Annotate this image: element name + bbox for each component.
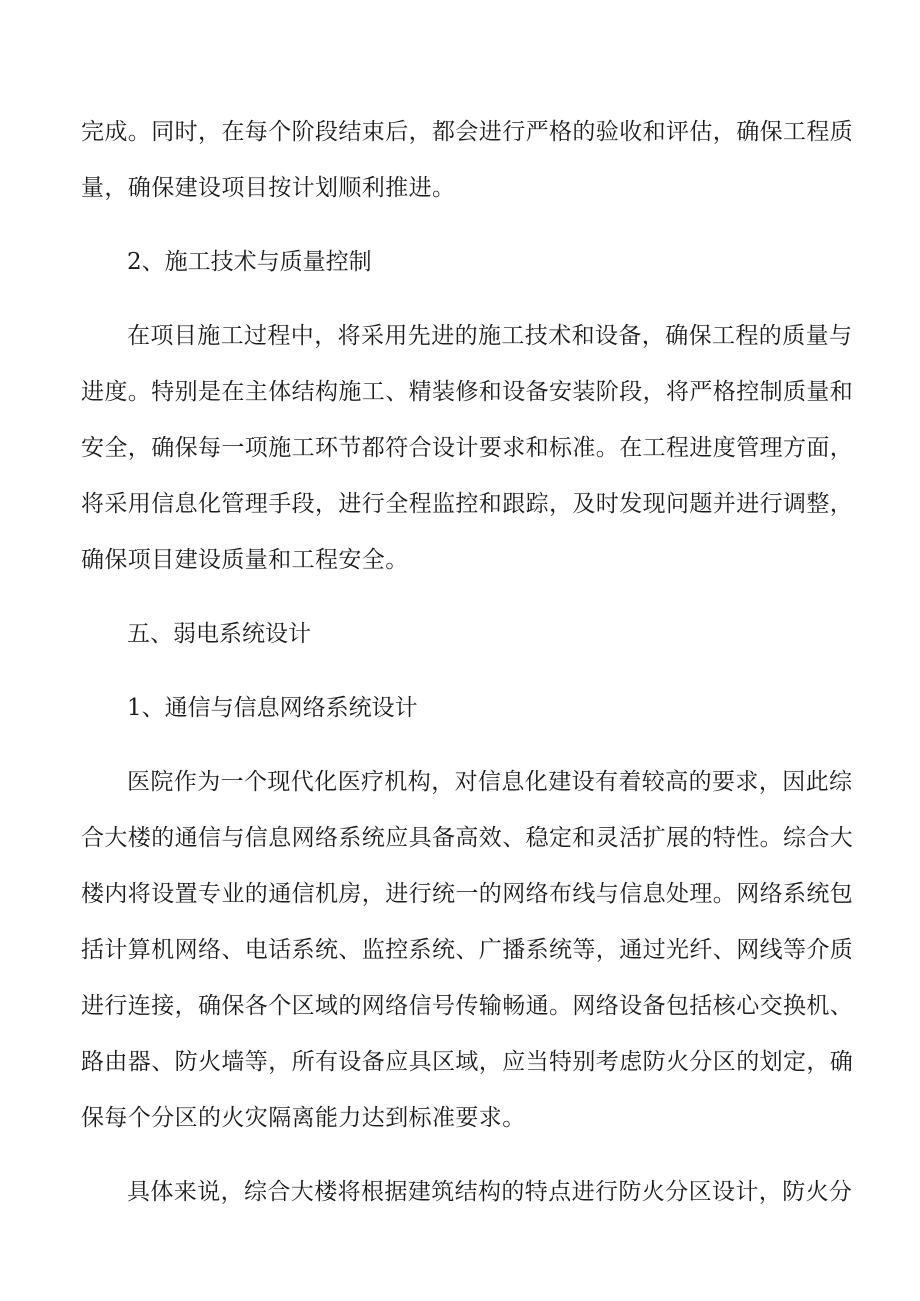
text-line: 进度。特别是在主体结构施工、精装修和设备安装阶段，将严格控制质量和 [81,379,854,405]
text-line: 在项目施工过程中，将采用先进的施工技术和设备，确保工程的质量与 [127,323,853,349]
text-line: 路由器、防火墙等，所有设备应具区域，应当特别考虑防火分区的划定，确 [81,1049,854,1075]
text-line: 量，确保建设项目按计划顺利推进。 [81,175,456,201]
text-line: 确保项目建设质量和工程安全。 [81,547,409,573]
chapter-heading-weak-current: 五、弱电系统设计 [127,621,311,647]
text-line: 具体来说，综合大楼将根据建筑结构的特点进行防火分区设计，防火分 [127,1179,853,1205]
paragraph-fire-zoning [81,1164,853,1220]
section-heading-network-system: 1、通信与信息网络系统设计 [127,695,418,721]
text-line: 安全，确保每一项施工环节都符合设计要求和标准。在工程进度管理方面， [81,435,854,461]
text-line: 将采用信息化管理手段，进行全程监控和跟踪，及时发现问题并进行调整， [81,491,854,517]
paragraph-network-design [81,754,854,1146]
text-line: 合大楼的通信与信息网络系统应具备高效、稳定和灵活扩展的特性。综合大 [81,825,854,851]
text-line: 进行连接，确保各个区域的网络信号传输畅通。网络设备包括核心交换机、 [81,993,854,1019]
text-line: 楼内将设置专业的通信机房，进行统一的网络布线与信息处理。网络系统包 [81,881,854,907]
text-line: 保每个分区的火灾隔离能力达到标准要求。 [81,1105,526,1131]
paragraph-continuation [81,104,854,216]
section-heading-construction-tech: 2、施工技术与质量控制 [127,249,372,275]
text-line: 完成。同时，在每个阶段结束后，都会进行严格的验收和评估，确保工程质 [81,119,854,145]
paragraph-construction-quality [81,308,854,588]
text-line: 括计算机网络、电话系统、监控系统、广播系统等，通过光纤、网线等介质 [81,937,854,963]
document-body [81,104,854,1220]
text-line: 医院作为一个现代化医疗机构，对信息化建设有着较高的要求，因此综 [127,769,853,795]
